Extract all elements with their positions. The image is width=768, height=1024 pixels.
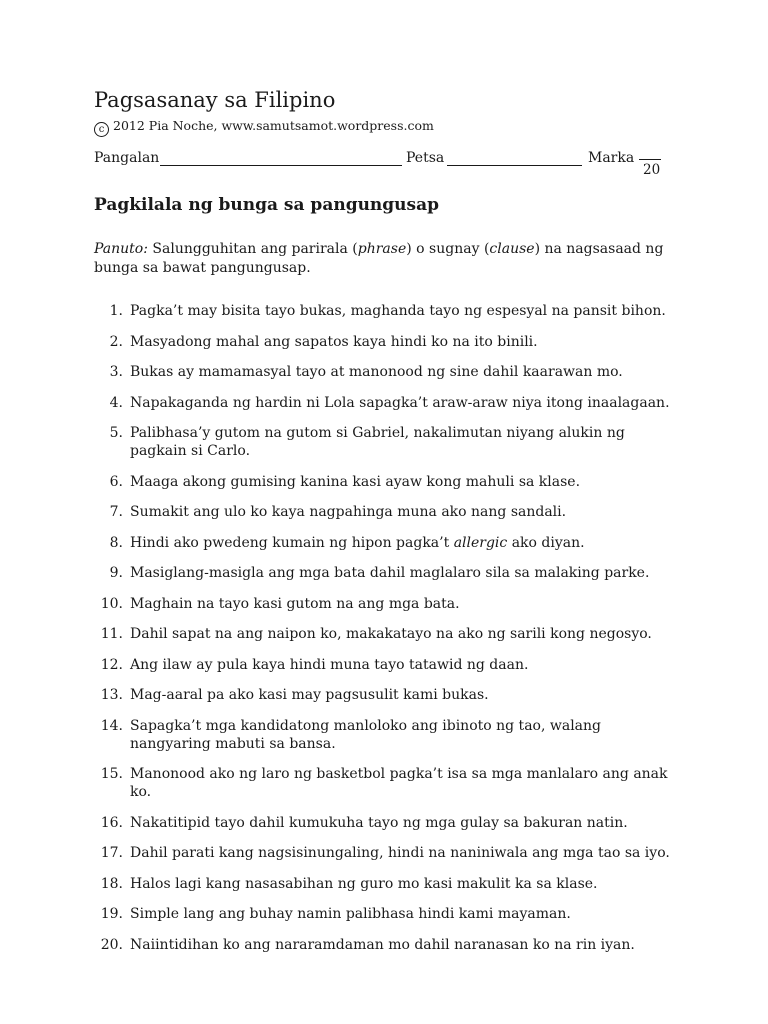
- list-item: [94, 875, 684, 893]
- list-item: [94, 656, 684, 674]
- score-total: 20: [643, 162, 661, 178]
- list-item: [94, 302, 684, 320]
- list-item: [94, 424, 684, 460]
- item-number: 6.: [109, 473, 123, 490]
- item-number: 15.: [100, 766, 123, 782]
- item-number: 16.: [100, 814, 123, 831]
- instructions-text-2: ) o sugnay (: [406, 241, 490, 257]
- instructions-text-1: Salungguhitan ang parirala (: [147, 241, 358, 257]
- exercise-list: [94, 302, 684, 966]
- instructions-term-clause: clause: [489, 241, 535, 257]
- item-text: Manonood ako ng laro ng basketbol pagka’t isa sa mga manlalaro ang anak ko.: [130, 766, 668, 800]
- item-text: Nakatitipid tayo dahil kumukuha tayo ng mga gulay sa bakuran natin.: [130, 814, 628, 831]
- item-number: 14.: [100, 717, 123, 734]
- item-number: 12.: [100, 656, 123, 673]
- list-item: [94, 686, 684, 704]
- copyright-icon: c: [94, 122, 109, 137]
- item-text: Maaga akong gumising kanina kasi ayaw kong mahuli sa klase.: [130, 473, 581, 490]
- item-text: Masyadong mahal ang sapatos kaya hindi ko na ito binili.: [130, 333, 538, 350]
- list-item: [94, 394, 684, 412]
- item-text: Ang ilaw ay pula kaya hindi muna tayo tatawid ng daan.: [130, 656, 529, 673]
- item-text-after: ako diyan.: [507, 534, 585, 551]
- instructions-text-3: ) na nagsasaad ng bunga sa bawat pangungusap.: [94, 241, 664, 276]
- item-text: Napakaganda ng hardin ni Lola sapagka’t araw-araw niya itong inaalagaan.: [130, 394, 670, 411]
- instructions-label: Panuto:: [94, 241, 148, 257]
- section-title: Pagkilala ng bunga sa pangungusap: [94, 195, 440, 215]
- name-field[interactable]: [160, 165, 402, 166]
- item-text: Maghain na tayo kasi gutom na ang mga bata.: [130, 595, 460, 612]
- list-item: [94, 534, 684, 552]
- item-number: 9.: [109, 565, 123, 581]
- list-item: [94, 814, 684, 832]
- list-item: [94, 333, 684, 351]
- list-item: [94, 473, 684, 491]
- item-number: 19.: [100, 906, 123, 922]
- item-text: Dahil parati kang nagsisinungaling, hindi na naniniwala ang mga tao sa iyo.: [130, 845, 670, 861]
- item-text: Sumakit ang ulo ko kaya nagpahinga muna ako nang sandali.: [130, 504, 567, 520]
- list-item: [94, 905, 684, 923]
- item-number: 10.: [100, 595, 123, 612]
- item-text: Masiglang-masigla ang mga bata dahil maglalaro sila sa malaking parke.: [130, 565, 650, 581]
- date-label: Petsa: [406, 150, 445, 166]
- item-text: Simple lang ang buhay namin palibhasa hindi kami mayaman.: [130, 906, 571, 922]
- student-info-fields: [94, 150, 684, 182]
- item-number: 4.: [109, 394, 123, 411]
- item-number: 7.: [109, 504, 123, 520]
- list-item: [94, 503, 684, 521]
- item-number: 11.: [100, 626, 123, 642]
- list-item: [94, 765, 684, 801]
- item-text: Sapagka’t mga kandidatong manloloko ang ibinoto ng tao, walang nangyaring mabuti sa bansa.: [130, 717, 601, 752]
- item-text: Dahil sapat na ang naipon ko, makakatayo na ako ng sarili kong negosyo.: [130, 626, 652, 642]
- item-number: 13.: [100, 687, 123, 703]
- item-text: Palibhasa’y gutom na gutom si Gabriel, nakalimutan niyang alukin ng pagkain si Carlo.: [130, 425, 625, 459]
- date-field[interactable]: [447, 165, 582, 166]
- item-number: 1.: [109, 303, 123, 319]
- item-text: Mag-aaral pa ako kasi may pagsusulit kami bukas.: [130, 687, 489, 703]
- name-label: Pangalan: [94, 150, 160, 166]
- worksheet-title: Pagsasanay sa Filipino: [94, 88, 336, 112]
- list-item: [94, 936, 684, 954]
- item-number: 20.: [100, 936, 123, 953]
- list-item: [94, 625, 684, 643]
- item-text-emphasis: allergic: [453, 534, 508, 551]
- item-text: Halos lagi kang nasasabihan ng guro mo kasi makulit ka sa klase.: [130, 875, 598, 892]
- item-text-before: Hindi ako pwedeng kumain ng hipon pagka’t: [130, 534, 454, 551]
- copyright-text: 2012 Pia Noche, www.samutsamot.wordpress.com: [113, 118, 434, 133]
- list-item: [94, 595, 684, 613]
- item-text: Bukas ay mamamasyal tayo at manonood ng sine dahil kaarawan mo.: [130, 364, 623, 380]
- instructions: [94, 240, 684, 278]
- item-number: 5.: [109, 425, 123, 441]
- item-text: Naiintidihan ko ang nararamdaman mo dahil naranasan ko na rin iyan.: [130, 936, 635, 953]
- item-number: 8.: [109, 534, 123, 551]
- score-label: Marka: [588, 150, 635, 166]
- item-number: 18.: [100, 875, 123, 892]
- copyright-line: [94, 118, 434, 137]
- item-number: 17.: [100, 845, 123, 861]
- item-number: 3.: [109, 364, 123, 380]
- item-text: Pagka’t may bisita tayo bukas, maghanda tayo ng espesyal na pansit bihon.: [130, 303, 666, 319]
- list-item: [94, 363, 684, 381]
- list-item: [94, 844, 684, 862]
- instructions-term-phrase: phrase: [357, 241, 407, 257]
- score-field[interactable]: [639, 159, 661, 160]
- list-item: [94, 717, 684, 753]
- item-number: 2.: [109, 333, 123, 350]
- list-item: [94, 564, 684, 582]
